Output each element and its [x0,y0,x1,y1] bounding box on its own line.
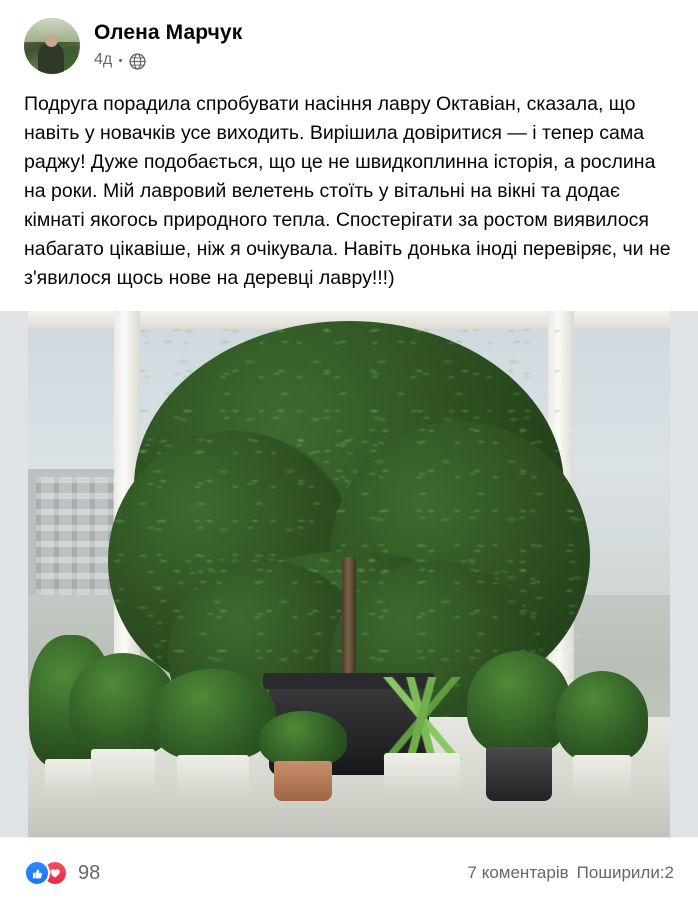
reaction-count: 98 [78,861,101,884]
laurel-trunk [342,557,356,687]
houseplant [258,715,348,801]
post-header [0,0,698,74]
reaction-icons [24,860,68,886]
reaction-summary[interactable] [24,860,100,886]
meta-separator-dot [119,59,122,62]
houseplant [554,671,650,801]
avatar[interactable] [24,18,80,74]
post-timestamp[interactable]: 4д [94,51,113,68]
author-name[interactable]: Олена Марчук [94,21,243,44]
footer-stats [468,863,674,883]
shares-count[interactable]: Поширили:2 [576,863,674,883]
post-header-text [94,18,242,69]
comments-count[interactable]: 7 коментарів [467,863,569,883]
post-text: Подруга порадила спробувати насіння лавру Октавіан, сказала, що навіть у новачків усе виходить. Вирішила довіритися — і тепер сама раджу! Дуже подобається, що це не швидкоплинна історія, а рослина на роки. Мій лавровий велетень стоїть у вітальні на вікні та додає кімнаті якогось природного тепла. Спостерігати за ростом виявилося набагато цікавіше, ніж я очікувала. Навіть донька іноді перевіряє, чи не з'явилося щось нове на деревці лавру!!!) [24,93,676,289]
avatar-head-shape [45,34,58,47]
globe-icon[interactable] [129,53,146,70]
post-meta [94,51,242,69]
post-image-canvas [28,311,670,837]
post-footer [0,838,698,908]
post-image[interactable] [0,311,698,837]
